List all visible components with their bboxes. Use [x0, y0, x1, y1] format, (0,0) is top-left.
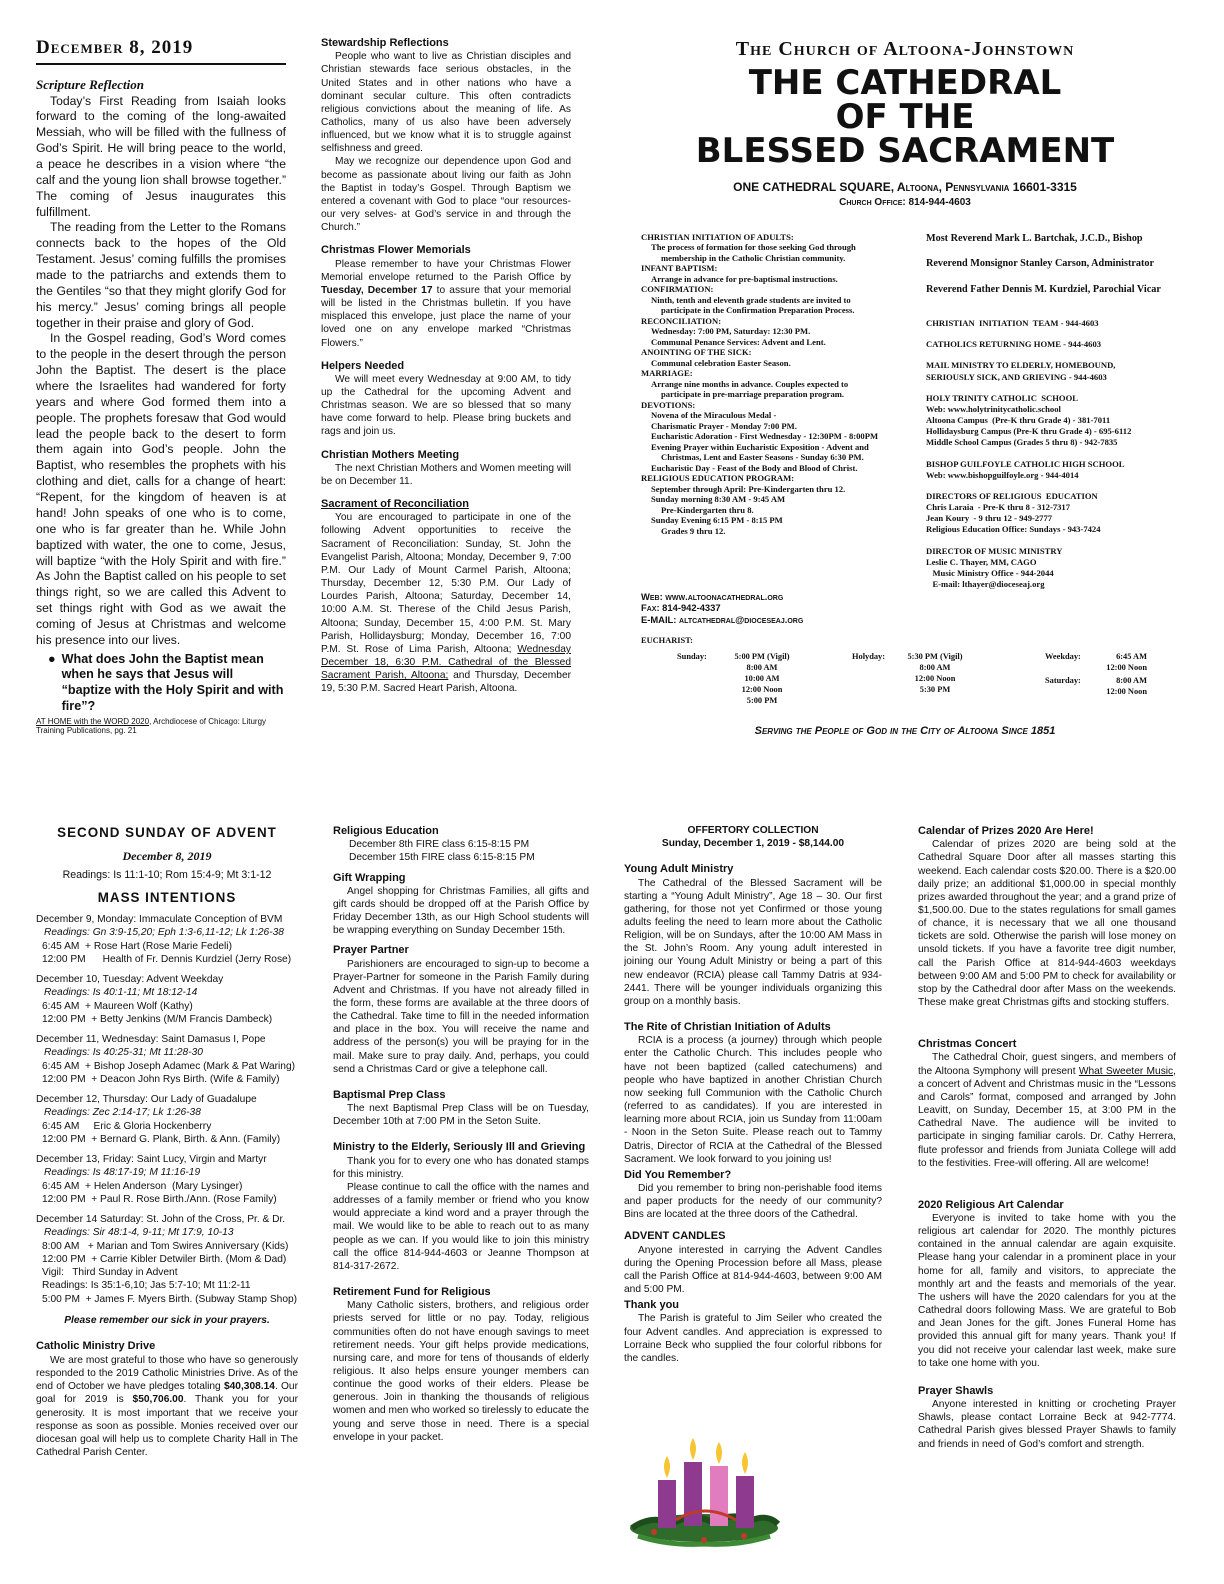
bulletin-date: December 8, 2019 [36, 36, 286, 65]
directory-heading: CHRISTIAN INITIATION OF ADULTS: [641, 232, 794, 242]
clergy-vicar: Reverend Father Dennis M. Kurdziel, Parochial Vicar [926, 283, 1161, 295]
directory-detail: Charismatic Prayer - Monday 7:00 PM. [651, 420, 797, 431]
directory-contact-block [926, 393, 1206, 449]
stewardship-heading: Stewardship Reflections [321, 37, 449, 49]
directory-detail: Wednesday: 7:00 PM, Saturday: 12:30 PM. [651, 326, 811, 337]
ministry-elderly-paragraph: Thank you for to every one who has donated stamps for this ministry. [333, 1155, 589, 1180]
prayer-partner-paragraph: Parishioners are encouraged to sign-up to become a Prayer-Partner for someone in the Parish Family during Advent and Christmas. If you have not already filled in the form, these forms are available at the three doors of the Cathedral. Take time to fill in the needed information and place in the box. You will receive the name and address of the person(s) you will be praying for in the mail. Make sure to pray daily. And, perhaps, you could send a Christmas Card or give a telephone call. [333, 958, 589, 1075]
mass-time: 8:00 AM [1116, 676, 1147, 685]
flower-paragraph: Please remember to have your Christmas Flower Memorial envelope returned to the Parish Office by Tuesday, December 17 to assure that your memorial will be listed in the Christmas bulletin. If you have misplaced this envelope, just place the name of your loved one on any envelope marked “Christmas Flowers.” [321, 258, 571, 349]
calendar-prizes-heading: Calendar of Prizes 2020 Are Here! [918, 825, 1094, 837]
web-link[interactable]: Web: www.altoonacathedral.org [641, 591, 784, 602]
directory-contact-block [926, 360, 1206, 382]
young-adult-paragraph: The Cathedral of the Blessed Sacrament will be starting a “Young Adult Ministry”, Age 18 – 30. Our first gathering, for those not yet Confirmed or those young adults feeling the need to learn more about the Catholic Religion, will be on Sundays, after the 10:00 AM Mass in the St. John’s Room. Any young adult interested in joining our Young Adult Ministry or being a part of this new endeavor (RCIA) please call Tammy Datris at 934-2441. There will be younger individuals organizing this group on a monthly basis. [624, 877, 882, 1007]
directory-heading: CONFIRMATION: [641, 284, 714, 295]
thank-you-heading: Thank you [624, 1299, 680, 1312]
mass-intention-day [36, 1213, 298, 1306]
retirement-paragraph: Many Catholic sisters, brothers, and religious order priests served for little or no pay. Today, religious communities often do not have enough savings to meet retirement needs. Your gift helps provide medications, nursing care, and more for tens of thousands of elderly religious. It also helps ensure younger members can continue the good works of their elders. Please be generous. Join in thanking the thousands of religious women and men who worked so tirelessly to educate the young and serve those in need. There is a special envelope in your packet. [333, 1300, 589, 1443]
advent-candles-heading: ADVENT CANDLES [624, 1230, 726, 1243]
cathedral-title: THE CATHEDRAL OF THE BLESSED SACRAMENT [695, 63, 1115, 171]
mothers-paragraph: The next Christian Mothers and Women meeting will be on December 11. [321, 462, 571, 487]
mass-intentions-heading: MASS INTENTIONS [97, 889, 237, 905]
gift-heading: Gift Wrapping [333, 871, 406, 884]
directory-contact-line: Web: www.bishopguilfoyle.org - 944-4014 [926, 469, 1079, 480]
directory-detail: membership in the Catholic Christian community. [661, 252, 846, 263]
mass-day-readings: Readings: Is 40:1-11; Mt 18:12-14 [44, 987, 198, 999]
stewardship-paragraph: People who want to live as Christian disciples and Christian stewards face serious obstacles, in the United States and in other nations who have a dominant secular culture. This often contradicts religious convictions about the meaning of life. As Catholics, many of us also have been adversely influenced, but we know what it is to struggle against selfishness and greed. [321, 51, 571, 155]
church-name: The Church of Altoona-Johnstown [735, 38, 1075, 60]
mass-intention-line: 8:00 AM + Marian and Tom Swires Anniversary (Kids) [42, 1240, 289, 1252]
mass-intention-line: 6:45 AM + Maureen Wolf (Kathy) [42, 1000, 193, 1012]
directory-contact-block [926, 546, 1206, 591]
sunday-readings: Readings: Is 11:1-10; Rom 15:4-9; Mt 3:1-12 [62, 869, 272, 882]
mass-day-readings: Readings: Is 40:25-31; Mt 11:28-30 [44, 1047, 203, 1059]
mass-intention-line: 12:00 PM + Carrie Kibler Detwiler Birth. (Mom & Dad) [42, 1253, 287, 1265]
ministry-elderly-paragraph: Please continue to call the office with the names and addresses of a family member or friend who you know would appreciate a kind word and a prayer through the mail. We would like to be able to reach out to as many people as we can. If you would like to join this ministry call the office 814-944-4603 or Jeanne Thompson at 814-317-2672. [333, 1181, 589, 1272]
mass-time: 12:00 Noon [1106, 662, 1147, 672]
directory-heading: RELIGIOUS EDUCATION PROGRAM: [641, 473, 795, 484]
serving-tagline: Serving the People of God in the City of Altoona Since 1851 [754, 725, 1056, 737]
directory-detail: participate in the Confirmation Preparation Process. [661, 305, 855, 316]
mass-time: 12:00 Noon [741, 684, 783, 694]
mass-intention-day [36, 1153, 298, 1206]
mass-intention-day [36, 1093, 298, 1146]
mass-intention-line: 12:00 PM Health of Fr. Dennis Kurdziel (Jerry Rose) [42, 953, 292, 965]
directory-contact-line: Hollidaysburg Campus (Pre-K thru Grade 4) - 695-6112 [926, 426, 1132, 437]
mass-intention-day [36, 1033, 298, 1086]
directory-contact-line: Web: www.holytrinitycatholic.school [926, 403, 1061, 414]
gift-paragraph: Angel shopping for Christmas Families, all gifts and gift cards should be dropped off at the Parish Office by Friday December 13th, as our High School students will be wrapping everything on Sunday December 15th. [333, 885, 589, 937]
directory-detail: Arrange nine months in advance. Couples expected to [651, 378, 849, 389]
mass-time: 6:45 AM [1116, 652, 1147, 661]
directory-detail: Eucharistic Day - Feast of the Body and Blood of Christ. [651, 462, 858, 473]
cmd-heading: Catholic Ministry Drive [36, 1340, 156, 1353]
mass-time: 8:00 AM [746, 662, 778, 672]
directory-detail: Pre-Kindergarten thru 8. [661, 504, 754, 515]
scripture-paragraph: The reading from the Letter to the Romans connects back to the hopes of the Old Testament. Jesus’ coming fulfills the promises made to the patriarchs and extends them to the Gentiles “so that they might glorify God for his mercy.” Jesus’ coming brings all people together in their praise and glory of God. [36, 220, 286, 330]
directory-contact-line: CHRISTIAN INITIATION TEAM - 944-4603 [926, 318, 1099, 328]
directory-contact-line: Leslie C. Thayer, MM, CAGO [926, 556, 1037, 567]
mass-intention-line: 6:45 AM + Helen Anderson (Mary Lysinger) [42, 1180, 243, 1192]
directory-contact-line: Middle School Campus (Grades 5 thru 8) - 942-7835 [926, 437, 1118, 448]
directory-contact-line: Chris Laraia - Pre-K thru 8 - 312-7317 [926, 502, 1071, 513]
address: ONE CATHEDRAL SQUARE, Altoona, Pennsylvania 16601-3315 [733, 180, 1077, 194]
sunday-title: SECOND SUNDAY OF ADVENT [57, 825, 277, 840]
concert-heading: Christmas Concert [918, 1038, 1017, 1051]
directory-contact-line: Music Ministry Office - 944-2044 [926, 567, 1054, 578]
cmd-paragraph: We are most grateful to those who have so generously responded to the 2019 Catholic Ministries Drive. As of the end of October we have pledges totaling $40,308.14. Our goal for 2019 is $50,706.00. Thank you for your generosity. It is most important that we receive your response as soon as possible. Monies received over our diocesan goal will help us to complete Charity Hall in The Cathedral Parish Center. [36, 1354, 298, 1459]
young-adult-heading: Young Adult Ministry [624, 863, 734, 876]
eucharist-holyday-label: Holyday: [852, 652, 886, 661]
directory-detail: Christmas, Lent and Easter Seasons - Sunday 6:30 PM. [661, 452, 864, 463]
directory-contact-line: HOLY TRINITY CATHOLIC SCHOOL [926, 392, 1079, 403]
directory-contact-line: Jean Koury - 9 thru 12 - 949-2777 [926, 513, 1053, 524]
directory-heading: MARRIAGE: [641, 368, 693, 379]
fax-number: Fax: 814-942-4337 [641, 602, 721, 614]
directory-detail: Sunday morning 8:30 AM - 9:45 AM [651, 494, 786, 505]
offertory-amount: Sunday, December 1, 2019 - $8,144.00 [661, 838, 845, 850]
did-you-remember-paragraph: Did you remember to bring non-perishable food items and paper products for the needy of our community? Bins are located at the three doors of the Cathedral. [624, 1183, 882, 1221]
mass-intention-day [36, 973, 298, 1026]
directory-contact-block [926, 491, 1206, 536]
reconciliation-heading: Sacrament of Reconciliation [321, 498, 469, 511]
mass-intention-line: 6:45 AM + Rose Hart (Rose Marie Fedeli) [42, 940, 232, 952]
mass-time: 5:30 PM [919, 684, 951, 694]
advent-wreath-illustration [624, 1432, 784, 1550]
art-calendar-paragraph: Everyone is invited to take home with you the religious art calendar for 2020. The monthly pictures contained in the annual calendar are again exquisite. Please hang your calendar in a prominent place in your home for all, family and visitors, to appreciate the monthly art and the feasts and memorials of the year. The ushers will have the 2020 calendars for you at the Cathedral doors following Mass. We are grateful to Bob and Jean Jones for the gift. Jones Funeral Home has provided this annual gift for many years. Thank you! If you did not receive your calendar last week, make sure to take one home with you. [918, 1213, 1176, 1369]
directory-detail: Sunday Evening 6:15 PM - 8:15 PM [651, 515, 783, 526]
eucharist-label: EUCHARIST: [641, 636, 693, 645]
eucharist-saturday-label: Saturday: [1045, 676, 1081, 685]
directory-detail: September through April: Pre-Kindergarten thru 12. [651, 483, 846, 494]
mass-day-title: December 11, Wednesday: Saint Damasus I, Pope [36, 1034, 266, 1046]
mass-day-readings: Readings: Sir 48:1-4, 9-11; Mt 17:9, 10-13 [44, 1227, 234, 1239]
source-citation: AT HOME with the WORD 2020, Archdiocese of Chicago: Liturgy Training Publications, pg. 21 [36, 716, 267, 735]
mass-day-readings: Readings: Is 48:17-19; M 11:16-19 [44, 1167, 201, 1179]
directory-contact-block [926, 339, 1206, 350]
baptismal-heading: Baptismal Prep Class [333, 1088, 446, 1101]
directory-heading: RECONCILIATION: [641, 315, 722, 326]
contact-block [641, 591, 901, 631]
clergy-bishop: Most Reverend Mark L. Bartchak, J.C.D., Bishop [926, 233, 1143, 244]
directory-contact-line: SERIOUSLY SICK, AND GRIEVING - 944-4603 [926, 371, 1107, 382]
source-link[interactable]: AT HOME with the WORD 2020 [36, 716, 150, 726]
eucharist-weekday-times [1095, 652, 1147, 674]
mothers-heading: Christian Mothers Meeting [321, 448, 460, 461]
mass-day-title: December 12, Thursday: Our Lady of Guadalupe [36, 1094, 257, 1106]
mass-intention-line: Readings: Is 35:1-6,10; Jas 5:7-10; Mt 11:2-11 [42, 1280, 251, 1292]
mass-intention-line: 12:00 PM + Betty Jenkins (M/M Francis Dambeck) [42, 1013, 273, 1025]
mass-time: 5:30 PM (Vigil) [907, 652, 963, 661]
mass-intention-line: 6:45 AM Eric & Gloria Hockenberry [42, 1120, 212, 1132]
mass-day-readings: Readings: Zec 2:14-17; Lk 1:26-38 [44, 1107, 201, 1119]
announcements-column [918, 824, 1176, 1559]
mass-time: 8:00 AM [919, 662, 951, 672]
directory-detail: Arrange in advance for pre-baptismal instructions. [651, 273, 838, 284]
scripture-column [36, 36, 286, 756]
directory-detail: Communal celebration Easter Season. [651, 357, 791, 368]
email-link[interactable]: E-MAIL: altcathedral@dioceseaj.org [641, 613, 804, 625]
directory-heading: ANOINTING OF THE SICK: [641, 347, 752, 358]
mass-day-title: December 9, Monday: Immaculate Conception of BVM [36, 914, 283, 926]
sunday-date: December 8, 2019 [122, 849, 212, 864]
sick-prayer-note: Please remember our sick in your prayers. [64, 1314, 270, 1326]
mass-day-title: December 13, Friday: Saint Lucy, Virgin and Martyr [36, 1154, 267, 1166]
eucharist-sunday-label: Sunday: [677, 652, 707, 661]
mass-day-readings: Readings: Gn 3:9-15,20; Eph 1:3-6,11-12; Lk 1:26-38 [44, 927, 284, 939]
prayer-partner-heading: Prayer Partner [333, 944, 409, 957]
ministry-directory [641, 232, 901, 582]
prayer-shawls-paragraph: Anyone interested in knitting or crocheting Prayer Shawls, please contact Lorraine Beck at 942-7774. Cathedral Parish gives blessed Prayer Shawls to family and friends in need of God’s comfort and strength. [918, 1399, 1176, 1450]
art-calendar-heading: 2020 Religious Art Calendar [918, 1198, 1064, 1211]
flower-heading: Christmas Flower Memorials [321, 244, 471, 257]
directory-detail: Evening Prayer within Eucharistic Exposition - Advent and [651, 441, 869, 452]
directory-contact-line: CATHOLICS RETURNING HOME - 944-4603 [926, 339, 1102, 350]
directory-detail: Eucharistic Adoration - First Wednesday - 12:30PM - 8:00PM [651, 431, 879, 442]
eucharist-sunday-times [722, 652, 802, 707]
directory-detail: The process of formation for those seeking God through [651, 242, 856, 253]
relig-ed-line: December 8th FIRE class 6:15-8:15 PM [349, 839, 530, 851]
calendar-prizes-paragraph: Calendar of prizes 2020 are being sold at the Cathedral Square Door after all masses starting this weekend. Each calendar costs $20.00. There is a $20.00 daily prize; an additional $1,000.00 in special monthly prizes awarded throughout the year; and a grand prize of $1,500.00. Due to the states regulations for small games of chance, it is necessary that we all one thousand tickets are sold. Otherwise the parish will lose money on unsold tickets. If you have a favorite tree digit number, call the Parish Office at 814-944-4603 weekdays between 9:00 AM and 5:00 PM to check for availability or stop by the Cathedral door after Mass on the weekends. These make great Christmas gifts and stocking stuffers. [918, 839, 1176, 1009]
mass-intention-line: 6:45 AM + Bishop Joseph Adamec (Mark & Pat Waring) [42, 1060, 296, 1072]
masthead [620, 36, 1190, 216]
reconciliation-paragraph: You are encouraged to participate in one of the following Advent opportunities to receive the Sacrament of Reconciliation: Sunday, St. John the Evangelist Parish, Altoona; Monday, December 9, 7:00 P.M. Our Lady of Mount Carmel Parish, Altoona; Thursday, December 12, 5:30 P.M. Our Lady of Lourdes Parish, Altoona; Saturday, December 14, 10:00 A.M. St. Therese of the Child Jesus Parish, Altoona; Sunday, December 15, 4:00 P.M. St. Mary Parish, Hollidaysburg; Monday, December 16, 7:00 P.M. St. Rose of Lima Parish, Altoona; Wednesday December 18, 6:30 P.M. Cathedral of the Blessed Sacrament Parish, Altoona; and Thursday, December 19, 5:30 P.M. Sacred Heart Parish, Altoona. [321, 512, 571, 695]
did-you-remember-heading: Did You Remember? [624, 1168, 732, 1181]
reflection-question: ● What does John the Baptist mean when he says that Jesus will “baptize with the Holy Spirit and with fire”? [36, 652, 286, 715]
eucharist-weekday-label: Weekday: [1045, 652, 1081, 661]
retirement-heading: Retirement Fund for Religious [333, 1286, 491, 1298]
directory-contact-block [926, 318, 1206, 329]
mass-time: 5:00 PM [746, 695, 778, 705]
directory-detail: participate in pre-marriage preparation program. [661, 389, 845, 400]
mass-day-title: December 14 Saturday: St. John of the Cross, Pr. & Dr. [36, 1214, 286, 1226]
directory-contact-line: Altoona Campus (Pre-K thru Grade 4) - 381-7011 [926, 415, 1111, 426]
scripture-reflection-heading: Scripture Reflection [36, 76, 144, 92]
contact-directory [926, 318, 1206, 638]
mass-intention-line: 12:00 PM + Bernard G. Plank, Birth. & Ann. (Family) [42, 1133, 281, 1145]
offertory-heading: OFFERTORY COLLECTION [687, 825, 819, 836]
mass-time: 5:00 PM (Vigil) [734, 652, 790, 661]
directory-contact-line: E-mail: lthayer@dioceseaj.org [926, 579, 1045, 590]
directory-contact-line: DIRECTOR OF MUSIC MINISTRY [926, 545, 1063, 556]
directory-contact-block [926, 459, 1206, 481]
directory-detail: Grades 9 thru 12. [661, 525, 726, 536]
prayer-shawls-heading: Prayer Shawls [918, 1384, 994, 1397]
mass-intention-line: Vigil: Third Sunday in Advent [42, 1267, 178, 1279]
clergy-administrator: Reverend Monsignor Stanley Carson, Administrator [926, 258, 1154, 270]
helpers-heading: Helpers Needed [321, 359, 405, 372]
mass-intention-line: 5:00 PM + James F. Myers Birth. (Subway Stamp Shop) [42, 1293, 298, 1305]
mass-intention-line: 12:00 PM + Deacon John Rys Birth. (Wife & Family) [42, 1073, 280, 1085]
mass-day-title: December 10, Tuesday: Advent Weekday [36, 974, 224, 986]
advent-candles-paragraph: Anyone interested in carrying the Advent Candles during the Opening Procession before all Mass, please call the Parish Office at 814-944-4603, between 9:00 AM and 5:00 PM. [624, 1244, 882, 1296]
rcia-paragraph: RCIA is a process (a journey) through which people enter the Catholic Church. This includes people who have not been baptized (called catechumens) and people who have baptized in another Christian Church now seeking full Communion with the Catholic Church (referred to as candidates). If you are interested in learning more about RCIA, join us Sunday from 11:00am - Noon in the Seton Suite. Please reach out to Tammy Datris, Director of RCIA at the Cathedral of the Blessed Sacrament. We look forward to you joining us! [624, 1035, 882, 1165]
mass-time: 12:00 Noon [914, 673, 956, 683]
directory-detail: Communal Penance Services: Advent and Lent. [651, 336, 826, 347]
relig-ed-heading: Religious Education [333, 825, 439, 837]
scripture-paragraph: In the Gospel reading, God’s Word comes to the people in the desert through the person John the Baptist. The desert is the place where the Israelites had wandered for forty years and where God formed them into a people. The prophets foresaw that God would lead the people back to the desert to form them again into God’s people. John the Baptist, who resembles the prophets with his clothing and diet, calls for a change of heart: “Repent, for the kingdom of heaven is at hand! John speaks of one who is to come, one who is far greater than he. While John baptized with water, the one to come, Jesus, will baptize “with the Holy Spirit and with fire.” As John the Baptist called on his people to set things right, so we are called this Advent to set things right with God as we await the coming of Jesus at Christmas and welcome his presence into our lives. [36, 331, 286, 647]
stewardship-paragraph: May we recognize our dependence upon God and become as passionate about living our faith as John the Baptist in today’s Gospel. Through Baptism we entered a covenant with God to place “our resources- our very selves- at God’s service in and through the Church.” [321, 156, 571, 234]
directory-detail: Novena of the Miraculous Medal - [651, 410, 777, 421]
relig-ed-line: December 15th FIRE class 6:15-8:15 PM [349, 852, 535, 864]
directory-contact-line: Religious Education Office: Sundays - 943-7424 [926, 524, 1101, 535]
directory-contact-line: DIRECTORS OF RELIGIOUS EDUCATION [926, 490, 1098, 501]
directory-contact-line: BISHOP GUILFOYLE CATHOLIC HIGH SCHOOL [926, 458, 1125, 469]
church-office-phone: Church Office: 814-944-4603 [839, 196, 971, 208]
eucharist-holyday-times [890, 652, 980, 696]
mass-intentions-column [36, 824, 298, 1559]
directory-contact-line: MAIL MINISTRY TO ELDERLY, HOMEBOUND, [926, 360, 1116, 371]
mass-intentions-list [36, 913, 298, 1306]
mass-intention-day [36, 913, 298, 966]
scripture-paragraph: Today’s First Reading from Isaiah looks forward to the coming of the long-awaited Messiah, who will be filled with the fullness of God’s Spirit. He will bring peace to the world, a peace he describes in a vision where “the calf and the young lion shall browse together.” The coming of Jesus inaugurates this fulfillment. [36, 93, 286, 219]
rcia-heading: The Rite of Christian Initiation of Adults [624, 1021, 831, 1034]
ministry-elderly-heading: Ministry to the Elderly, Seriously Ill and Grieving [333, 1141, 586, 1154]
helpers-paragraph: We will meet every Wednesday at 9:00 AM, to tidy up the Cathedral for the upcoming Advent and Christmas season. We are so blessed that so many have come forward to help. Please bring buckets and rags and join us. [321, 373, 571, 438]
baptismal-paragraph: The next Baptismal Prep Class will be on Tuesday, December 10th at 7:00 PM in the Seton Suite. [333, 1103, 589, 1128]
parish-news-column [333, 824, 589, 1559]
bullet-icon: ● [48, 651, 56, 666]
mass-intention-line: 12:00 PM + Paul R. Rose Birth./Ann. (Rose Family) [42, 1193, 277, 1205]
directory-heading: INFANT BAPTISM: [641, 263, 718, 274]
directory-detail: Ninth, tenth and eleventh grade students are invited to [651, 294, 851, 305]
mass-time: 10:00 AM [744, 673, 780, 683]
stewardship-column [321, 36, 571, 756]
thank-you-paragraph: The Parish is grateful to Jim Seiler who created the four Advent candles. And appreciation is expressed to Lorraine Beck who supplied the four colorful ribbons for the candles. [624, 1313, 882, 1364]
eucharist-saturday-times [1095, 676, 1147, 698]
concert-paragraph: The Cathedral Choir, guest singers, and members of the Altoona Symphony will present What Sweeter Music, a concert of Advent and Christmas music in the “Lessons and Carols” format, composed and arranged by John Leavitt, on Sunday, December 15, at 3:00 PM in the Cathedral Nave. The audience will be invited to participate in singing familiar carols. Dr. Cathy Herrera, flute professor and friends from Juniata College will add to the festivities. Free-will offering. All are welcome! [918, 1052, 1176, 1169]
clergy-list [926, 232, 1196, 312]
directory-heading: DEVOTIONS: [641, 399, 696, 410]
mass-time: 12:00 Noon [1106, 686, 1147, 696]
